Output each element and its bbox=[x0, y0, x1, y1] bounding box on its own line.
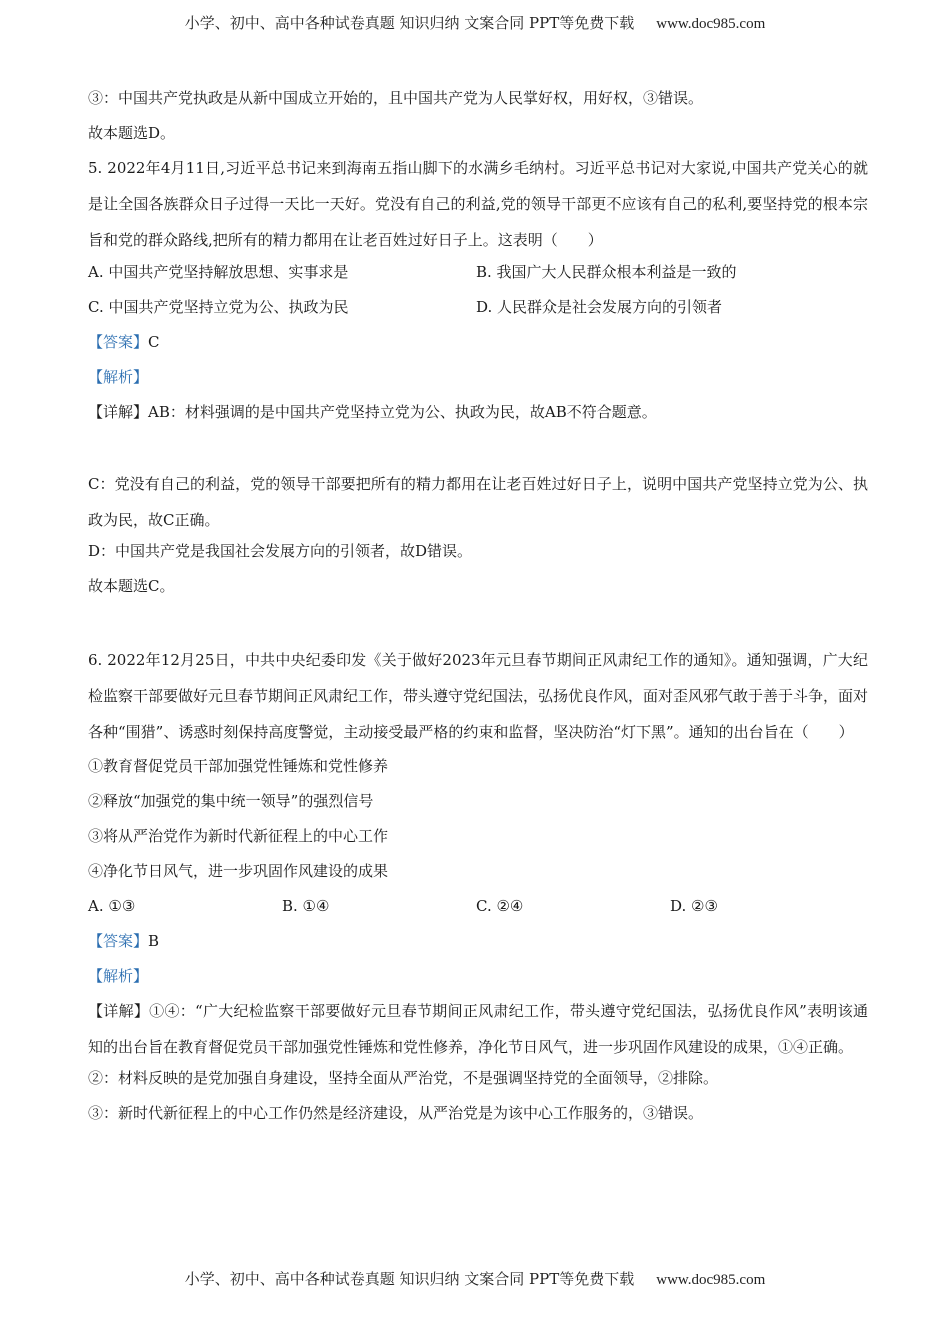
q5-stem: 5. 2022年4月11日,习近平总书记来到海南五指山脚下的水满乡毛纳村。习近平总书记对大家说,中国共产党关心的就是让全国各族群众日子过得一天比一天好。党没有自己的利益,党的领导干部更不应该有自己的私利,要坚持党的根本宗旨和党的群众路线,把所有的精力都用在让老百姓过好日子上。这表明（ ） bbox=[88, 159, 868, 249]
q6-detail-14 bbox=[88, 993, 868, 1065]
q5-conclusion: 故本题选C。 bbox=[88, 577, 175, 595]
q6-detail-tag: 【详解】 bbox=[88, 1002, 150, 1020]
q5-option-c: C. 中国共产党坚持立党为公、执政为民 bbox=[88, 298, 349, 316]
q5-answer bbox=[88, 332, 868, 353]
q6-detail-2: ②：材料反映的是党加强自身建设，坚持全面从严治党，不是强调坚持党的全面领导，②排除。 bbox=[88, 1069, 719, 1087]
q6-item-3: ③将从严治党作为新时代新征程上的中心工作 bbox=[88, 827, 389, 845]
footer-text: 小学、初中、高中各种试卷真题 知识归纳 文案合同 PPT等免费下载 bbox=[184, 1270, 635, 1288]
q6-answer-tag: 【答案】 bbox=[88, 932, 149, 950]
q6-answer-value: B bbox=[148, 932, 160, 950]
q6-option-b: B. ①④ bbox=[282, 897, 330, 915]
q5-detail-c: C：党没有自己的利益，党的领导干部要把所有的精力都用在让老百姓过好日子上，说明中国共产党坚持立党为公、执政为民，故C正确。 bbox=[88, 475, 868, 529]
q6-analysis-tag: 【解析】 bbox=[88, 967, 149, 985]
q5-option-d: D. 人民群众是社会发展方向的引领者 bbox=[476, 298, 723, 316]
header-site-link[interactable]: www.doc985.com bbox=[656, 16, 766, 32]
q5-options-row-2 bbox=[88, 297, 868, 318]
document-body bbox=[88, 88, 868, 1124]
q6-detail-3: ③：新时代新征程上的中心工作仍然是经济建设，从严治党是为该中心工作服务的，③错误。 bbox=[88, 1104, 704, 1122]
q6-option-d: D. ②③ bbox=[670, 897, 718, 915]
footer-site-link[interactable]: www.doc985.com bbox=[656, 1272, 766, 1288]
q6-item-4: ④净化节日风气，进一步巩固作风建设的成果 bbox=[88, 862, 389, 880]
q6-item-1: ①教育督促党员干部加强党性锤炼和党性修养 bbox=[88, 757, 389, 775]
page-footer bbox=[0, 1268, 950, 1289]
prev-conclusion: 故本题选D。 bbox=[88, 124, 176, 142]
q5-analysis-tag: 【解析】 bbox=[88, 368, 149, 386]
q5-detail-tag: 【详解】 bbox=[88, 403, 149, 421]
q6-options bbox=[88, 896, 868, 917]
q5-options-row-1 bbox=[88, 262, 868, 283]
header-text: 小学、初中、高中各种试卷真题 知识归纳 文案合同 PPT等免费下载 bbox=[184, 14, 635, 32]
q5-detail-ab-text: AB：材料强调的是中国共产党坚持立党为公、执政为民，故AB不符合题意。 bbox=[148, 403, 657, 421]
q6-detail-14-text: ①④：“广大纪检监察干部要做好元旦春节期间正风肃纪工作，带头遵守党纪国法，弘扬优良作风”表明该通知的出台旨在教育督促党员干部加强党性锤炼和党性修养，净化节日风气，进一步巩固作风建设的成果，①④正确。 bbox=[88, 1002, 868, 1056]
q6-item-2: ②释放“加强党的集中统一领导”的强烈信号 bbox=[88, 792, 374, 810]
q5-answer-tag: 【答案】 bbox=[88, 333, 149, 351]
q6-stem: 6. 2022年12月25日，中共中央纪委印发《关于做好2023年元旦春节期间正风肃纪工作的通知》。通知强调，广大纪检监察干部要做好元旦春节期间正风肃纪工作，带头遵守党纪国法，弘扬优良作风，面对歪风邪气敢于善于斗争，面对各种“围猎”、诱惑时刻保持高度警觉，主动接受最严格的约束和监督，坚决防治“灯下黑”。通知的出台旨在（ ） bbox=[88, 651, 869, 741]
q6-answer bbox=[88, 931, 868, 952]
page-header bbox=[0, 12, 950, 33]
q5-answer-value: C bbox=[148, 333, 160, 351]
q6-option-c: C. ②④ bbox=[476, 897, 524, 915]
q5-option-a: A. 中国共产党坚持解放思想、实事求是 bbox=[88, 263, 349, 281]
prev-item-3: ③：中国共产党执政是从新中国成立开始的，且中国共产党为人民掌好权，用好权，③错误。 bbox=[88, 89, 704, 107]
q6-option-a: A. ①③ bbox=[88, 897, 136, 915]
q5-option-b: B. 我国广大人民群众根本利益是一致的 bbox=[476, 263, 737, 281]
q5-detail-d: D：中国共产党是我国社会发展方向的引领者，故D错误。 bbox=[88, 542, 473, 560]
q5-detail-ab bbox=[88, 402, 868, 423]
